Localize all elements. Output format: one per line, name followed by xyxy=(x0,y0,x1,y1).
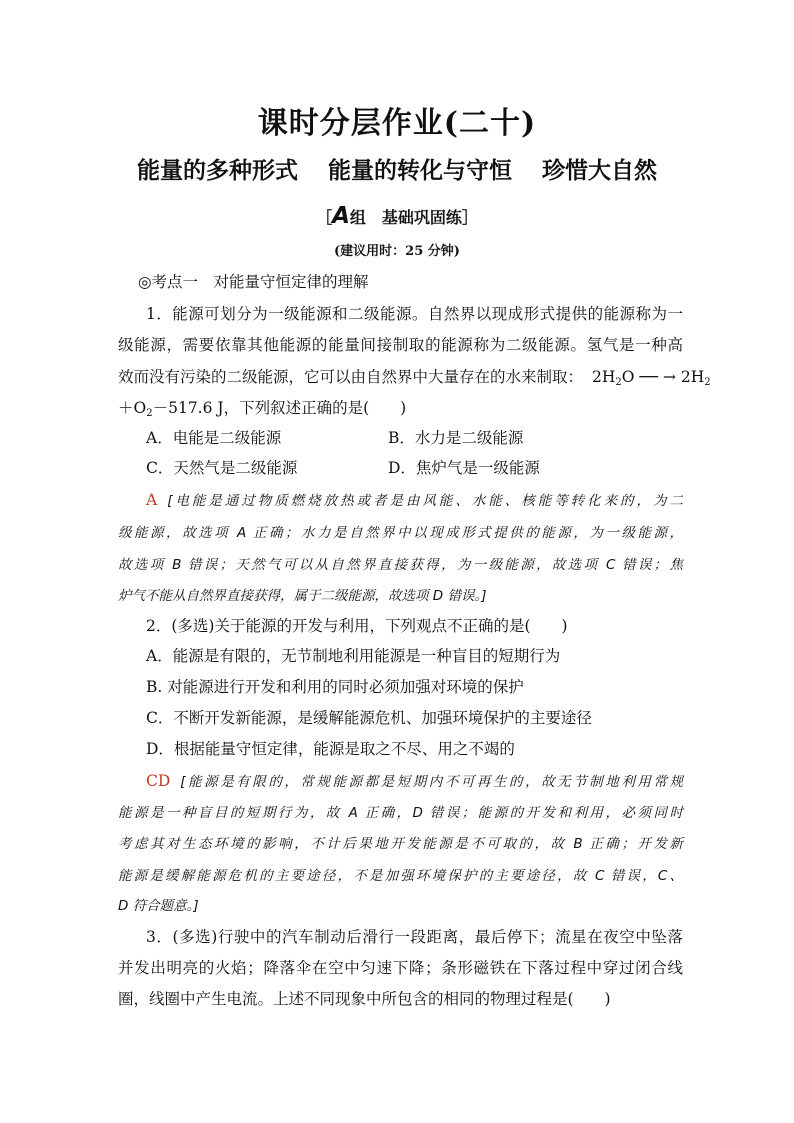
q3-line-3: 圈，线圈中产生电流。上述不同现象中所包含的相同的物理过程是( ) xyxy=(118,990,611,1008)
subtitle-part-1: 能量的多种形式 xyxy=(136,157,298,184)
page-title: 课时分层作业(二十) xyxy=(257,106,537,141)
q1-line-4 xyxy=(118,396,683,418)
group-bracket-close: ］ xyxy=(461,208,478,227)
eq-sub-1: 2 xyxy=(615,377,622,388)
q1-answer-label: A xyxy=(146,491,158,509)
q2-option-c: C．不断开发新能源，是缓解能源危机、加强环境保护的主要途径 xyxy=(146,709,592,727)
q3-line-2: 并发出明亮的火焰；降落伞在空中匀速下降；条形磁铁在下落过程中穿过闭合线 xyxy=(118,959,683,977)
q1-option-c: C．天然气是二级能源 xyxy=(146,459,298,477)
eq-sub-3: 2 xyxy=(146,408,153,419)
q1-line-3 xyxy=(118,365,711,388)
q2-option-d: D．根据能量守恒定律，能源是取之不尽、用之不竭的 xyxy=(146,740,515,758)
q2-answer-line-5: D 符合题意。] xyxy=(118,898,199,914)
q1-line-3-text: 效而没有污染的二级能源，它可以由自然界中大量存在的水来制取： xyxy=(118,368,584,386)
q1-line-2: 级能源，需要依靠其他能源的能量间接制取的能源称为二级能源。氢气是一种高 xyxy=(118,336,683,354)
q2-answer-line-1 xyxy=(146,770,683,790)
q3-line-1: 3．(多选)行驶中的汽车制动后滑行一段距离，最后停下；流星在夜空中坠落 xyxy=(146,928,683,946)
subtitle-part-3: 珍惜大自然 xyxy=(542,157,658,184)
q1-option-d: D．焦炉气是一级能源 xyxy=(388,459,540,477)
q2-answer-label: CD xyxy=(146,772,171,790)
q1-option-b: B．水力是二级能源 xyxy=(388,429,524,447)
q2-option-b: B. 对能源进行开发和利用的同时必须加强对环境的保护 xyxy=(146,678,524,696)
eq-sub-2: 2 xyxy=(704,377,711,388)
group-tag xyxy=(0,203,794,229)
eq-part-d: －517.6 J，下列叙述正确的是( ) xyxy=(152,399,407,417)
page-subtitle xyxy=(0,152,794,185)
q1-answer-line-3: 故选项 B 错误；天然气可以从自然界直接获得，为一级能源，故选项 C 错误；焦 xyxy=(118,557,683,573)
q1-option-a: A．电能是二级能源 xyxy=(146,429,282,447)
eq-part-b: O ── → 2H xyxy=(621,368,705,386)
q2-answer-line-3: 考虑其对生态环境的影响，不计后果地开发能源是不可取的，故 B 正确；开发新 xyxy=(118,836,683,852)
q1-answer-line-4: 炉气不能从自然界直接获得，属于二级能源，故选项 D 错误。] xyxy=(118,588,487,604)
group-bracket-open: ［ xyxy=(316,208,333,227)
q2-answer-text-1: [能源是有限的，常规能源都是短期内不可再生的，故无节制地利用常规 xyxy=(180,774,683,790)
eq-part-a: 2H xyxy=(591,368,616,386)
q2-answer-line-4: 能源是缓解能源危机的主要途径，不是加强环境保护的主要途径，故 C 错误，C、 xyxy=(118,868,683,884)
subtitle-part-2: 能量的转化与守恒 xyxy=(328,157,512,184)
q1-answer-line-1 xyxy=(146,489,683,509)
q2-answer-line-2: 能源是一种盲目的短期行为，故 A 正确，D 错误；能源的开发和利用，必须同时 xyxy=(118,805,683,821)
group-letter: A xyxy=(332,203,350,229)
eq-part-c: ＋O xyxy=(118,399,147,417)
q1-answer-text-1: [电能是通过物质燃烧放热或者是由风能、水能、核能等转化来的，为二 xyxy=(167,493,683,509)
q1-answer-line-2: 级能源，故选项 A 正确；水力是自然界中以现成形式提供的能源，为一级能源， xyxy=(118,525,683,541)
q2-option-a: A．能源是有限的，无节制地利用能源是一种盲目的短期行为 xyxy=(146,647,561,665)
section-label: ◎考点一 对能量守恒定律的理解 xyxy=(138,273,369,291)
q1-line-1: 1．能源可划分为一级能源和二级能源。自然界以现成形式提供的能源称为一 xyxy=(146,305,683,323)
q1-equation xyxy=(592,368,711,386)
time-note: (建议用时：25 分钟) xyxy=(334,244,460,259)
q2-stem: 2．(多选)关于能源的开发与利用，下列观点不正确的是( ) xyxy=(146,617,568,635)
group-text: 组 基础巩固练 xyxy=(349,208,462,227)
